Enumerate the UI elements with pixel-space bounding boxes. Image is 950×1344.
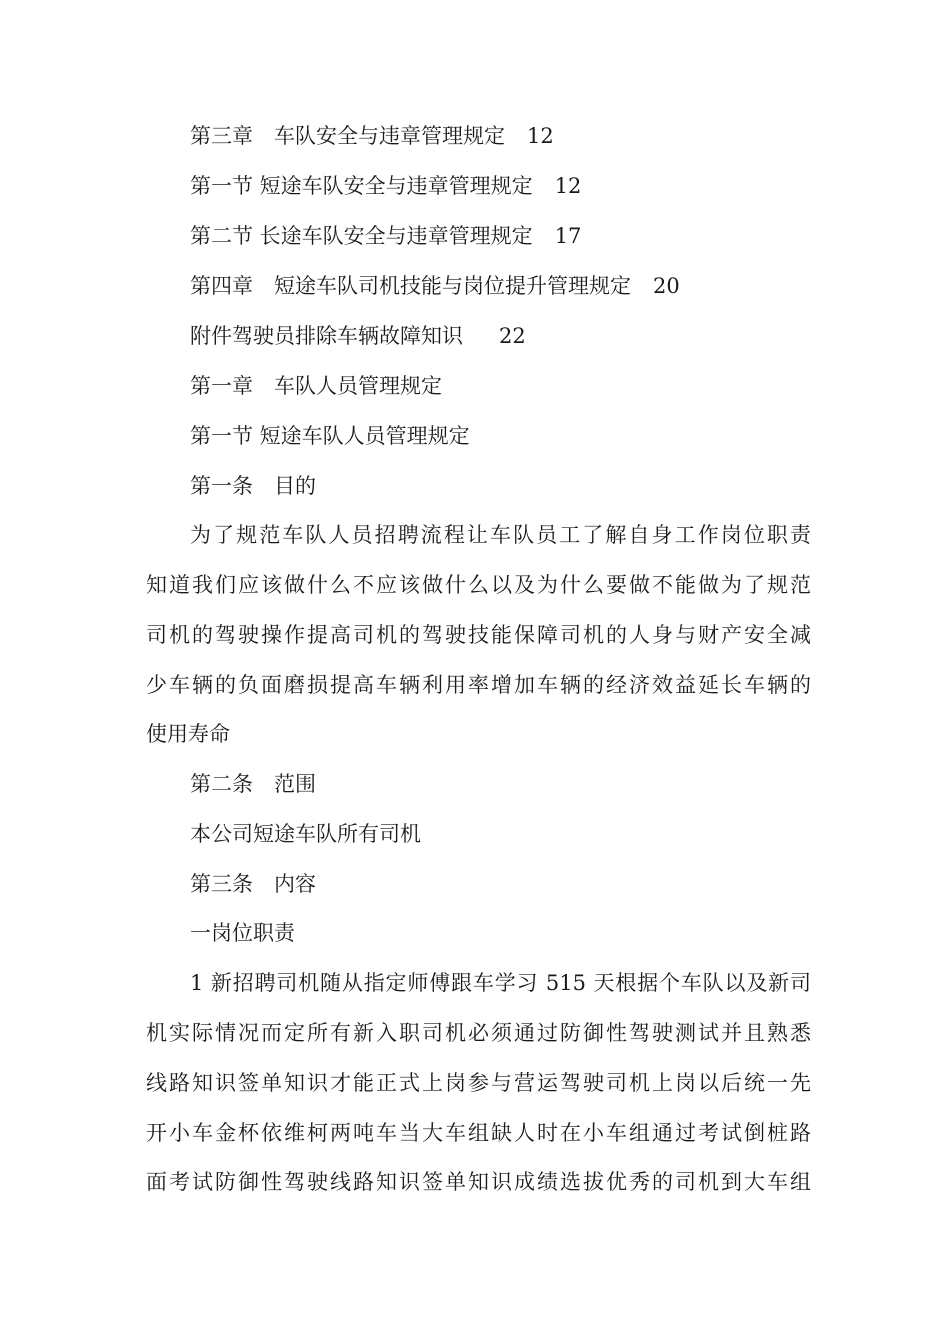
paragraph-line: 面考试防御性驾驶线路知识签单知识成绩选拔优秀的司机到大车组 <box>146 1170 811 1194</box>
toc-entry-page: 20 <box>653 274 680 298</box>
toc-entry-page: 17 <box>554 224 582 248</box>
paragraph-line: 开小车金杯依维柯两吨车当大车组缺人时在小车组通过考试倒桩路 <box>146 1121 811 1145</box>
paragraph-line: 1 新招聘司机随从指定师傅跟车学习 515 天根据个车队以及新司 <box>190 971 811 995</box>
article-title: 第二条 范围 <box>190 772 316 796</box>
section-title: 第一节 短途车队人员管理规定 <box>190 424 470 448</box>
paragraph-line: 知道我们应该做什么不应该做什么以及为什么要做不能做为了规范 <box>146 573 811 597</box>
article-title: 第一条 目的 <box>190 474 316 498</box>
toc-entry <box>190 321 526 351</box>
paragraph-line: 少车辆的负面磨损提高车辆利用率增加车辆的经济效益延长车辆的 <box>146 673 811 697</box>
toc-entry-label: 第二节 长途车队安全与违章管理规定 <box>190 224 533 248</box>
toc-entry <box>190 121 554 151</box>
toc-entry-label: 附件驾驶员排除车辆故障知识 <box>190 324 463 348</box>
paragraph-line: 机实际情况而定所有新入职司机必须通过防御性驾驶测试并且熟悉 <box>146 1021 811 1045</box>
toc-entry-page: 12 <box>527 124 554 148</box>
subsection-title: 一岗位职责 <box>190 921 295 945</box>
toc-entry <box>190 221 581 251</box>
toc-entry-label: 第一节 短途车队安全与违章管理规定 <box>190 174 533 198</box>
paragraph-line: 司机的驾驶操作提高司机的驾驶技能保障司机的人身与财产安全减 <box>146 623 811 647</box>
chapter-title: 第一章 车队人员管理规定 <box>190 374 442 398</box>
toc-entry-label: 第三章 车队安全与违章管理规定 <box>190 124 505 148</box>
paragraph-line: 使用寿命 <box>146 722 230 746</box>
paragraph-line: 线路知识签单知识才能正式上岗参与营运驾驶司机上岗以后统一先 <box>146 1071 811 1095</box>
article-text: 本公司短途车队所有司机 <box>190 822 421 846</box>
toc-entry <box>190 171 581 201</box>
toc-entry <box>190 271 680 301</box>
toc-entry-page: 12 <box>554 174 582 198</box>
paragraph-line: 为了规范车队人员招聘流程让车队员工了解自身工作岗位职责 <box>190 523 811 547</box>
toc-entry-label: 第四章 短途车队司机技能与岗位提升管理规定 <box>190 274 631 298</box>
toc-entry-page: 22 <box>499 324 526 348</box>
article-title: 第三条 内容 <box>190 872 316 896</box>
